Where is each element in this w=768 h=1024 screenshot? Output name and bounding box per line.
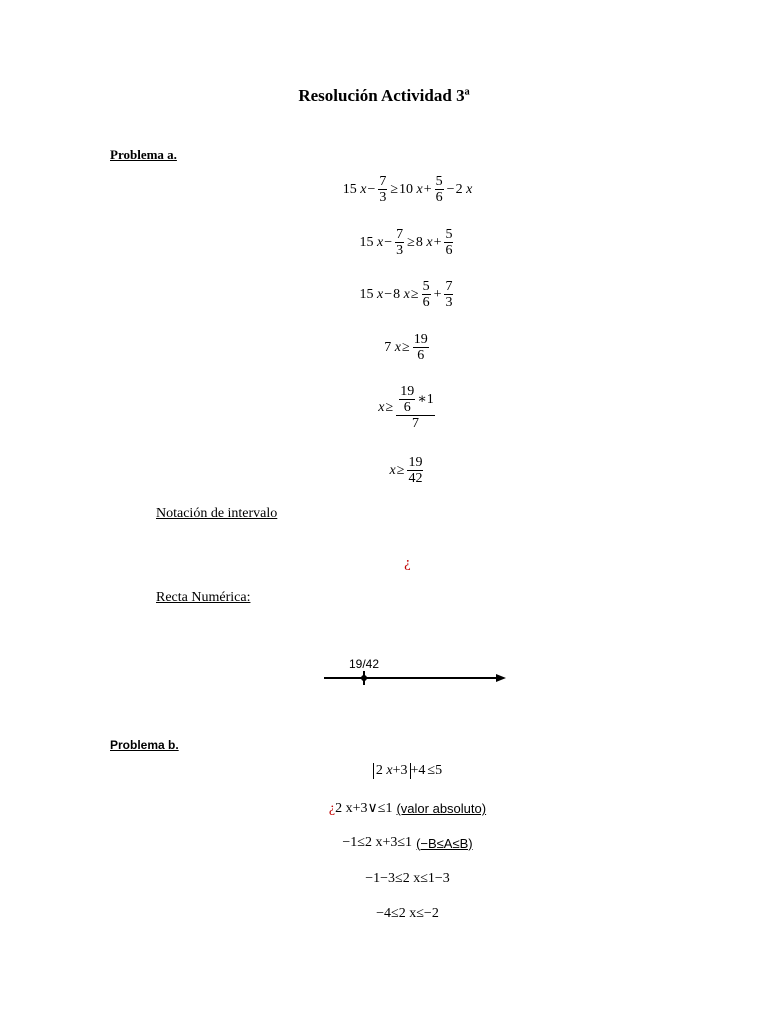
problem-a-step-2: 15 x − $\frac{7}{3}$ ≥ 8 x + $\frac{5}{6}$ bbox=[359, 227, 453, 258]
number-line-point bbox=[361, 675, 367, 681]
problem-b-step-3: −1≤2 x+3≤1 (−B≤A≤B) bbox=[342, 835, 473, 851]
number-line-arrow bbox=[496, 674, 506, 682]
problem-a-step-4: 7 x ≥ $\frac{19}{6}$ bbox=[384, 332, 428, 363]
problem-b-step-1: 2 x+3 +4 ≤5 bbox=[0, 763, 768, 779]
problem-a-step-6: x ≥ $\frac{19}{42}$ bbox=[389, 455, 423, 486]
number-line bbox=[320, 668, 510, 688]
interval-notation-value: ¿ bbox=[404, 555, 411, 571]
number-line-point-label: 19/42 bbox=[349, 657, 380, 671]
problem-a-step-3: 15 x − 8 x ≥ $\frac{5}{6}$ + $\frac{7}{3}$ bbox=[359, 279, 453, 310]
problem-a-heading: Problema a. bbox=[110, 147, 177, 162]
problem-b-step-5: −4≤2 x≤−2 bbox=[376, 906, 439, 921]
interval-notation-label: Notación de intervalo bbox=[156, 506, 278, 521]
problem-b-step-4: −1−3≤2 x≤1−3 bbox=[365, 871, 450, 886]
page-title: Resolución Actividad 3ª bbox=[298, 86, 470, 105]
problem-b-heading: Problema b. bbox=[110, 738, 179, 752]
number-line-label: Recta Numérica: bbox=[156, 590, 251, 605]
problem-a-step-5: x ≥ $\frac{19}{6}$ ∗1 7 bbox=[378, 384, 434, 431]
problem-b-step-2: ¿ 2 x+3∨≤1 (valor absoluto) bbox=[328, 800, 487, 816]
problem-a-step-1: 15 x − $\frac{7}{3}$ ≥ 10 x + $\frac{5}{6}$ − 2 x bbox=[342, 174, 473, 205]
